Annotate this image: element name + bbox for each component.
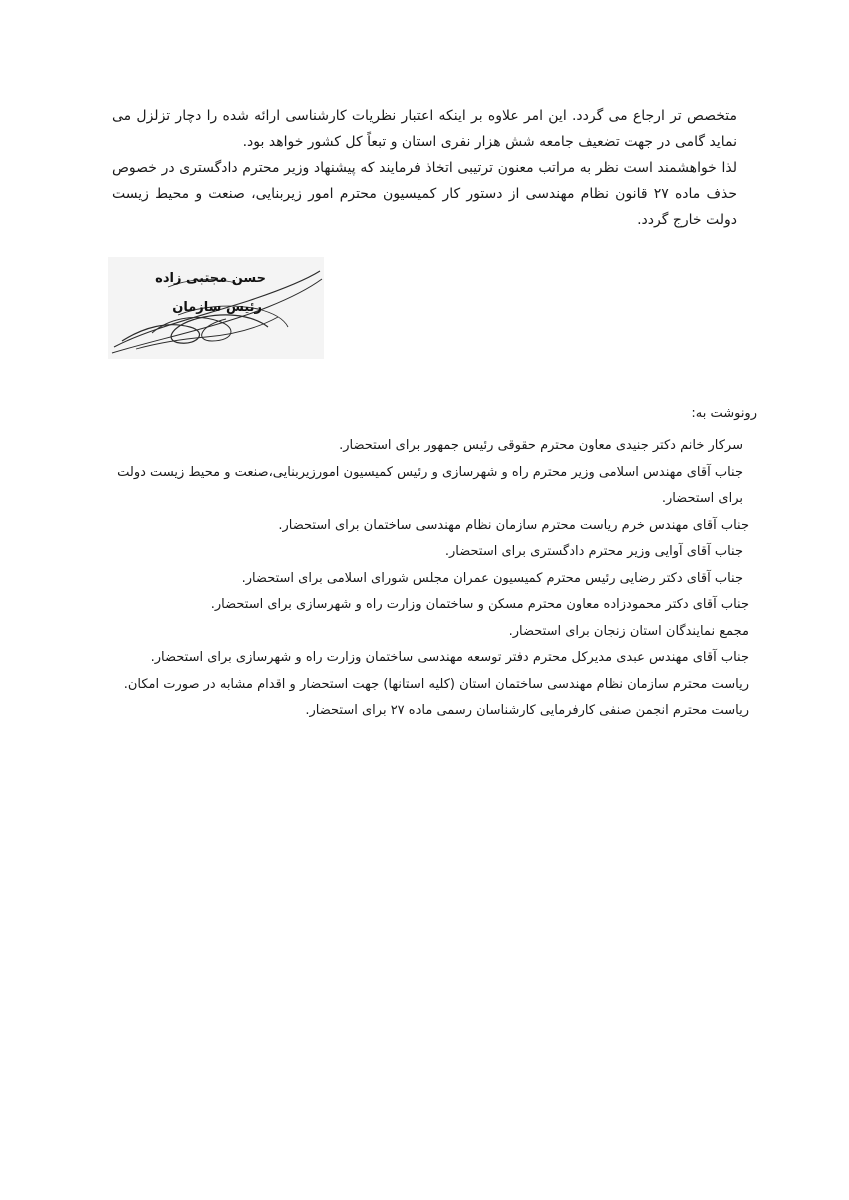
signatory-name: حسن مجتبی زاده bbox=[155, 271, 266, 286]
cc-list bbox=[108, 433, 749, 725]
cc-recipient: جناب آقای مهندس اسلامی وزیر محترم راه و شهرسازی و رئیس کمیسیون امورزیربنایی،صنعت و محیط زیست دولت برای استحضار. bbox=[117, 464, 743, 506]
cc-recipient: جناب آقای دکتر رضایی رئیس محترم کمیسیون عمران مجلس شورای اسلامی برای استحضار. bbox=[241, 570, 743, 586]
body-paragraph: متخصص تر ارجاع می گردد. این امر علاوه بر اینکه اعتبار نظریات کارشناسی ارائه شده را دچار تزلزل می نماید گامی در جهت تضعیف جامعه شش هزار نفری استان و تبعاً کل کشور خواهد بود. bbox=[112, 108, 737, 150]
body-paragraph: لذا خواهشمند است نظر به مراتب معنون ترتیبی اتخاذ فرمایند که پیشنهاد وزیر محترم دادگستری در خصوص حذف ماده ۲۷ قانون نظام مهندسی از دستور کار کمیسیون محترم امور زیربنایی، صنعت و محیط زیست دولت خارج گردد. bbox=[112, 160, 737, 228]
cc-recipient: جناب آقای دکتر محمودزاده معاون محترم مسکن و ساختمان وزارت راه و شهرسازی برای استحضار. bbox=[210, 597, 749, 612]
cc-recipient: جناب آقای مهندس عبدی مدیرکل محترم دفتر توسعه مهندسی ساختمان وزارت راه و شهرسازی برای استحضار. bbox=[150, 650, 749, 665]
cc-heading: رونوشت به: bbox=[691, 406, 757, 421]
letter-body bbox=[112, 103, 737, 233]
signature-stamp bbox=[108, 257, 324, 359]
cc-recipient: ریاست محترم سازمان نظام مهندسی ساختمان استان (کلیه استانها) جهت استحضار و اقدام مشابه در صورت امکان. bbox=[123, 676, 749, 692]
cc-recipient: جناب آقای مهندس خرم ریاست محترم سازمان نظام مهندسی ساختمان برای استحضار. bbox=[278, 517, 749, 533]
cc-recipient: جناب آقای آوایی وزیر محترم دادگستری برای استحضار. bbox=[444, 544, 743, 559]
cc-recipient: سرکار خانم دکتر جنیدی معاون محترم حقوقی رئیس جمهور برای استحضار. bbox=[339, 438, 743, 453]
signatory-title: رئیس سازمان bbox=[172, 300, 262, 315]
cc-recipient: ریاست محترم انجمن صنفی کارفرمایی کارشناسان رسمی ماده ۲۷ برای استحضار. bbox=[305, 703, 749, 718]
cc-recipient: مجمع نمایندگان استان زنجان برای استحضار. bbox=[508, 623, 749, 639]
